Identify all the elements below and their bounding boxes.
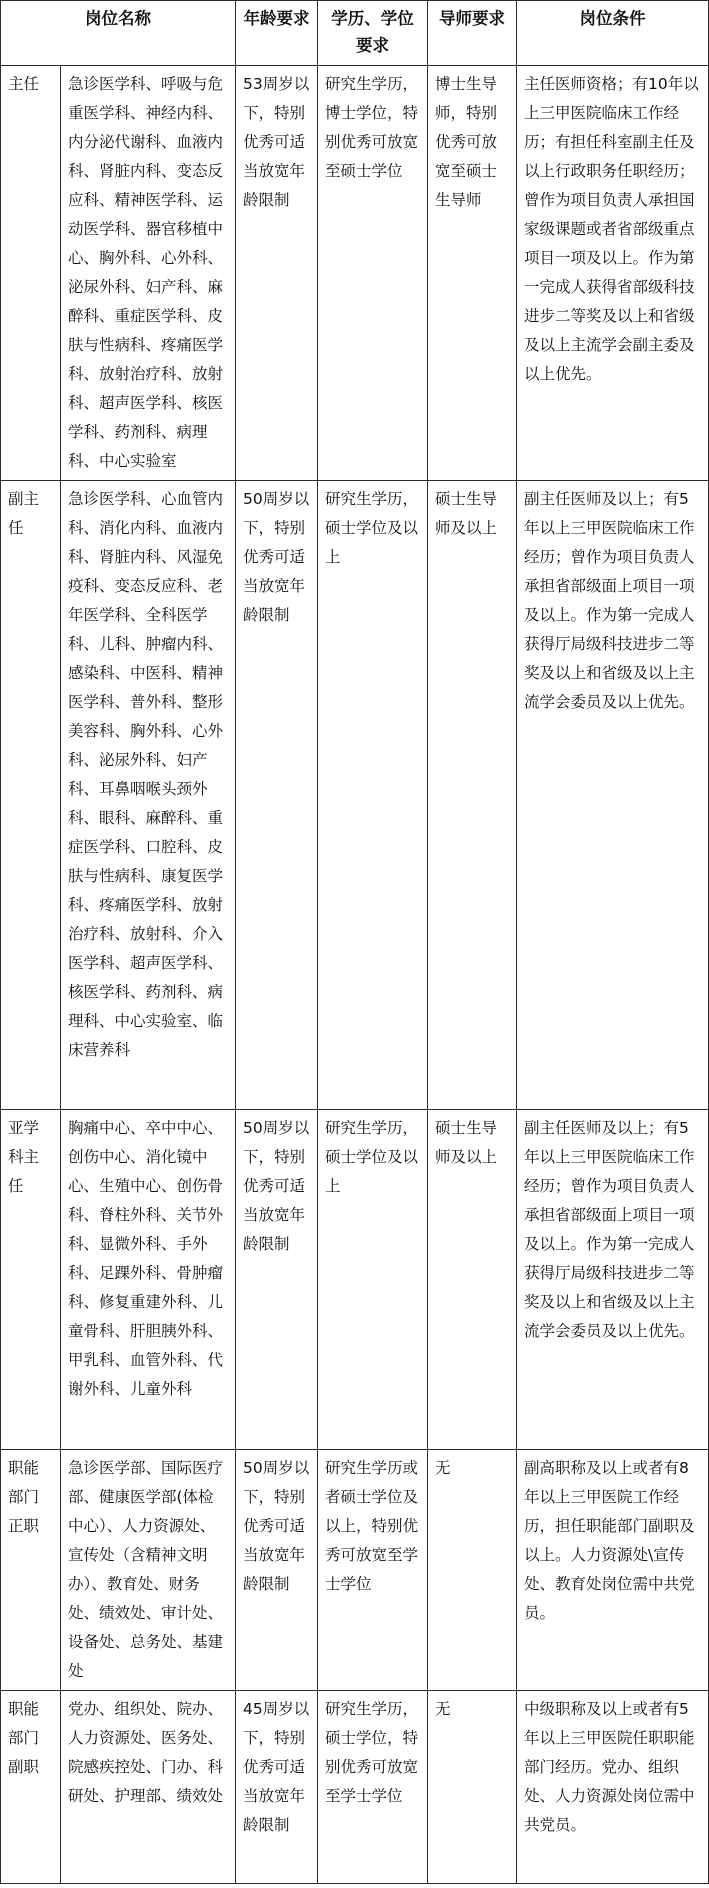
departments-cell: 急诊医学科、呼吸与危重医学科、神经内科、内分泌代谢科、血液内科、肾脏内科、变态反应科、精神医学科、运动医学科、器官移植中心、胸外科、心外科、泌尿外科、妇产科、麻醉科、重症医学科、皮肤与性病科、疼痛医学科、放射治疗科、放射科、超声医学科、核医学科、药剂科、病理科、中心实验室 [61,66,236,481]
supervisor-cell: 博士生导师，特别优秀可放宽至硕士生导师 [428,66,517,481]
position-cell: 职能部门正职 [1,1450,61,1691]
age-cell: 50周岁以下，特别优秀可适当放宽年龄限制 [236,1110,318,1450]
age-cell: 45周岁以下，特别优秀可适当放宽年龄限制 [236,1691,318,1884]
header-education: 学历、学位要求 [318,1,428,66]
position-cell: 亚学科主任 [1,1110,61,1450]
header-position: 岗位名称 [1,1,236,66]
supervisor-cell: 无 [428,1691,517,1884]
position-cell: 职能部门副职 [1,1691,61,1884]
departments-cell: 急诊医学部、国际医疗部、健康医学部(体检中心）、人力资源处、宣传处（含精神文明办）、教育处、财务处、绩效处、审计处、设备处、总务处、基建处 [61,1450,236,1691]
education-cell: 研究生学历或者硕士学位及以上，特别优秀可放宽至学士学位 [318,1450,428,1691]
table-row [1,481,709,1110]
table-row [1,1110,709,1450]
conditions-cell: 副主任医师及以上；有5年以上三甲医院临床工作经历；曾作为项目负责人承担省部级面上项目一项及以上。作为第一完成人获得厅局级科技进步二等奖及以上和省级及以上主流学会委员及以上优先。 [517,481,709,1110]
education-cell: 研究生学历，硕士学位及以上 [318,1110,428,1450]
header-age: 年龄要求 [236,1,318,66]
conditions-cell: 副高职称及以上或者有8年以上三甲医院工作经历，担任职能部门副职及以上。人力资源处\宣传处、教育处岗位需中共党员。 [517,1450,709,1691]
conditions-cell: 主任医师资格；有10年以上三甲医院临床工作经历；有担任科室副主任及以上行政职务任职经历；曾作为项目负责人承担国家级课题或者省部级重点项目一项及以上。作为第一完成人获得省部级科技进步二等奖及以上和省级及以上主流学会副主委及以上优先。 [517,66,709,481]
education-cell: 研究生学历，硕士学位，特别优秀可放宽至学士学位 [318,1691,428,1884]
departments-cell: 急诊医学科、心血管内科、消化内科、血液内科、肾脏内科、风湿免疫科、变态反应科、老年医学科、全科医学科、儿科、肿瘤内科、感染科、中医科、精神医学科、普外科、整形美容科、胸外科、心外科、泌尿外科、妇产科、耳鼻咽喉头颈外科、眼科、麻醉科、重症医学科、口腔科、皮肤与性病科、康复医学科、疼痛医学科、放射治疗科、放射科、介入医学科、超声医学科、核医学科、药剂科、病理科、中心实验室、临床营养科 [61,481,236,1110]
position-cell: 副主任 [1,481,61,1110]
education-cell: 研究生学历，博士学位，特别优秀可放宽至硕士学位 [318,66,428,481]
header-row [1,1,709,66]
age-cell: 50周岁以下，特别优秀可适当放宽年龄限制 [236,481,318,1110]
table-row [1,66,709,481]
supervisor-cell: 无 [428,1450,517,1691]
age-cell: 50周岁以下，特别优秀可适当放宽年龄限制 [236,1450,318,1691]
supervisor-cell: 硕士生导师及以上 [428,481,517,1110]
supervisor-cell: 硕士生导师及以上 [428,1110,517,1450]
position-cell: 主任 [1,66,61,481]
table-row [1,1450,709,1691]
departments-cell: 胸痛中心、卒中中心、创伤中心、消化镜中心、生殖中心、创伤骨科、脊柱外科、关节外科、显微外科、手外科、足踝外科、骨肿瘤科、修复重建外科、儿童骨科、肝胆胰外科、甲乳科、血管外科、代谢外科、儿童外科 [61,1110,236,1450]
header-conditions: 岗位条件 [517,1,709,66]
departments-cell: 党办、组织处、院办、人力资源处、医务处、院感疾控处、门办、科研处、护理部、绩效处 [61,1691,236,1884]
table-row [1,1691,709,1884]
conditions-cell: 副主任医师及以上；有5年以上三甲医院临床工作经历；曾作为项目负责人承担省部级面上项目一项及以上。作为第一完成人获得厅局级科技进步二等奖及以上和省级及以上主流学会委员及以上优先。 [517,1110,709,1450]
age-cell: 53周岁以下，特别优秀可适当放宽年龄限制 [236,66,318,481]
education-cell: 研究生学历，硕士学位及以上 [318,481,428,1110]
conditions-cell: 中级职称及以上或者有5年以上三甲医院任职职能部门经历。党办、组织处、人力资源处岗位需中共党员。 [517,1691,709,1884]
header-supervisor: 导师要求 [428,1,517,66]
